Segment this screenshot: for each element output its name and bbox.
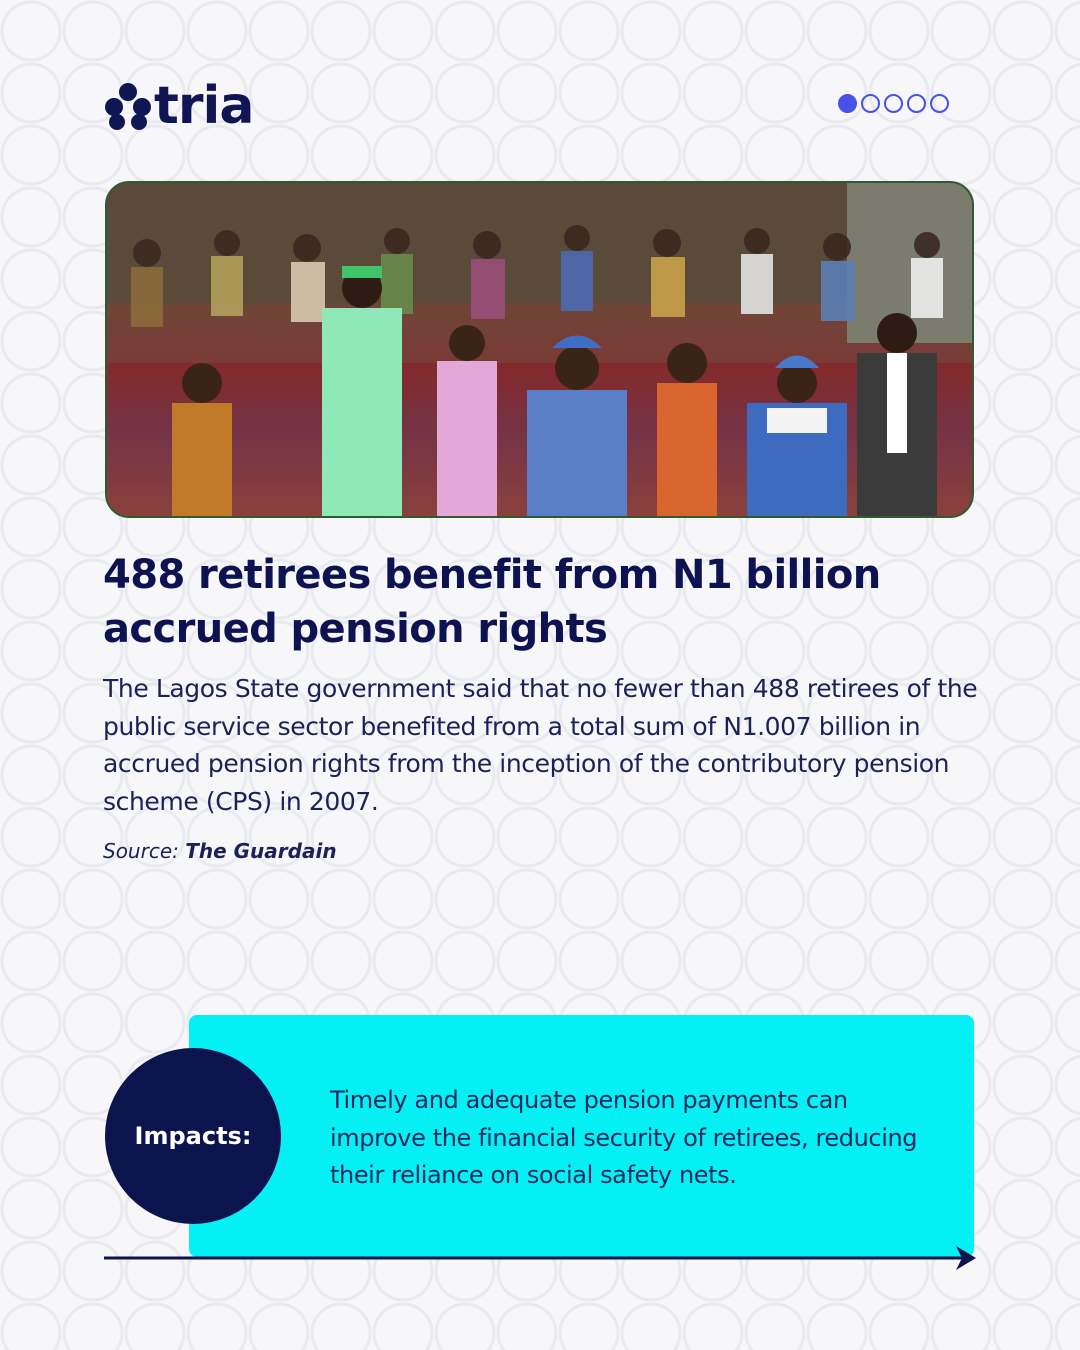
source-label: Source:	[103, 839, 179, 863]
impact-label: Impacts:	[134, 1122, 252, 1150]
pagination-dot[interactable]	[907, 94, 926, 113]
impact-description: Timely and adequate pension payments can improve the financial security of retirees, reducing their reliance on social safety nets.	[330, 1086, 918, 1189]
brand-name: tria	[154, 76, 254, 136]
crowd-photo-illustration	[107, 183, 972, 516]
article-source	[103, 839, 337, 863]
pagination-dot-active[interactable]	[838, 94, 857, 113]
source-publication[interactable]: The Guardain	[185, 839, 337, 863]
tria-logo-icon	[104, 81, 152, 131]
arrow-right-icon	[104, 1246, 978, 1274]
pagination-dot[interactable]	[884, 94, 903, 113]
pagination-dot[interactable]	[861, 94, 880, 113]
brand-logo	[104, 76, 254, 136]
article-headline: 488 retirees benefit from N1 billion accrued pension rights	[103, 552, 881, 652]
article-summary: The Lagos State government said that no fewer than 488 retirees of the public service sector benefited from a total sum of N1.007 billion in accrued pension rights from the inception of the contributory pension scheme (CPS) in 2007.	[103, 674, 978, 816]
news-photo	[105, 181, 974, 518]
carousel-pagination	[838, 94, 949, 113]
impact-badge	[105, 1048, 281, 1224]
pagination-dot[interactable]	[930, 94, 949, 113]
